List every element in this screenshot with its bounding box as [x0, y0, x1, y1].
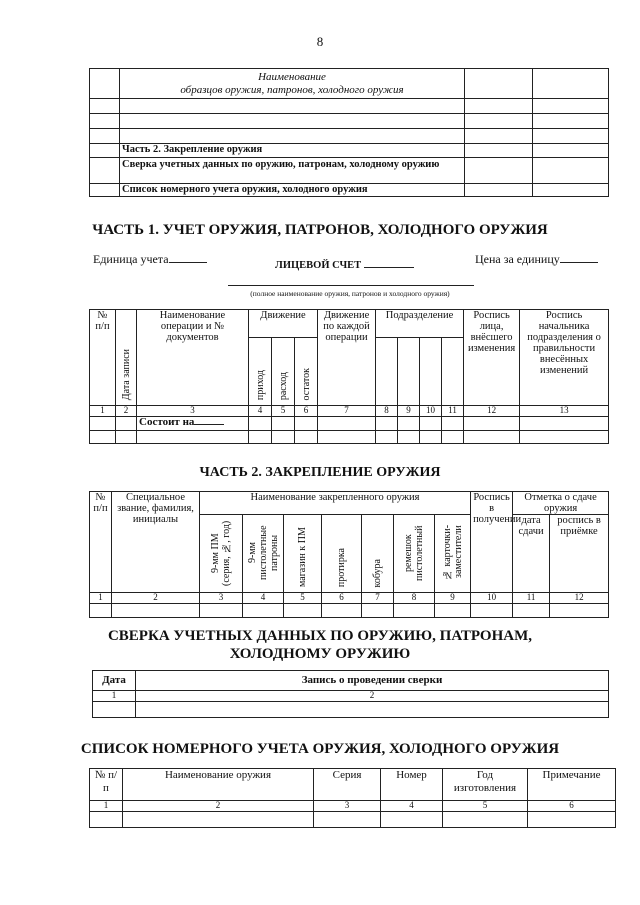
- top-row-reconciliation: Сверка учетных данных по оружию, патронам, холодному оружию: [120, 158, 465, 184]
- unit-label-text: Единица учета: [93, 252, 169, 266]
- top-table-header: [120, 69, 465, 99]
- p1-h-date-text: Дата записи: [120, 348, 132, 400]
- p1-colnum: 7: [318, 406, 376, 417]
- p1-consists: [137, 417, 249, 431]
- sl-h-year: Год изготовления: [443, 769, 528, 801]
- p2-h-return-sign: роспись в приёмке: [550, 515, 609, 593]
- p2-h-mags: [284, 515, 322, 593]
- p2-h-mags-text: магазин к ПМ: [297, 527, 308, 587]
- p2-colnum: 4: [243, 593, 284, 604]
- rec-colnum: 1: [93, 691, 136, 702]
- rec-h-record: Запись о проведении сверки: [136, 671, 609, 691]
- sl-h-num: № п/п: [90, 769, 123, 801]
- sl-colnum: 2: [123, 801, 314, 812]
- p2-h-rod-text: протирка: [336, 547, 347, 587]
- p2-colnum: 1: [90, 593, 112, 604]
- p2-colnum: 6: [322, 593, 362, 604]
- top-row-part2: Часть 2. Закрепление оружия: [120, 144, 465, 158]
- sl-colnum: 3: [314, 801, 381, 812]
- rec-h-date: Дата: [93, 671, 136, 691]
- p2-h-cards: [435, 515, 471, 593]
- p2-h-pm: [200, 515, 243, 593]
- p1-h-balance: [295, 338, 318, 406]
- p1-colnum: 4: [249, 406, 272, 417]
- reconciliation-title-line1: СВЕРКА УЧЕТНЫХ ДАННЫХ ПО ОРУЖИЮ, ПАТРОНАМ,: [107, 628, 533, 644]
- p1-colnum: 3: [137, 406, 249, 417]
- p2-colnum: 3: [200, 593, 243, 604]
- p1-colnum: 13: [520, 406, 609, 417]
- sl-h-number: Номер: [381, 769, 443, 801]
- account-label-text: ЛИЦЕВОЙ СЧЕТ: [275, 260, 362, 271]
- sl-colnum: 1: [90, 801, 123, 812]
- p1-h-outcome-text: расход: [277, 371, 289, 400]
- serial-list-table: [89, 768, 616, 828]
- p1-colnum: 12: [464, 406, 520, 417]
- p2-h-holster-text: кобура: [372, 558, 383, 587]
- p1-h-sign-person: Роспись лица, внёсшего изменения: [464, 310, 520, 406]
- p2-h-name: Специальное звание, фамилия, инициалы: [112, 492, 200, 593]
- p2-h-return-mark: Отметка о сдаче оружия: [513, 492, 609, 515]
- p1-h-subdivision: Подразделение: [376, 310, 464, 338]
- p2-colnum: 12: [550, 593, 609, 604]
- part1-title: ЧАСТЬ 1. УЧЕТ ОРУЖИЯ, ПАТРОНОВ, ХОЛОДНОГО ОРУЖИЯ: [92, 222, 548, 238]
- p2-h-num: № п/п: [90, 492, 112, 593]
- p1-colnum: 2: [116, 406, 137, 417]
- sl-h-series: Серия: [314, 769, 381, 801]
- p2-h-strap-text: ремешок пистолетный: [403, 525, 425, 581]
- rec-colnum: 2: [136, 691, 609, 702]
- top-header-line1: Наименование: [258, 70, 326, 83]
- p2-colnum: 8: [394, 593, 435, 604]
- p2-colnum: 2: [112, 593, 200, 604]
- p1-colnum: 5: [272, 406, 295, 417]
- p2-colnum: 7: [362, 593, 394, 604]
- p1-colnum: 11: [442, 406, 464, 417]
- p2-h-pm-text: 9-мм ПМ (серия, №, год): [210, 520, 232, 586]
- part2-table: [89, 491, 609, 618]
- reconciliation-title: [0, 627, 640, 663]
- price-label: [475, 252, 598, 267]
- serial-list-title: СПИСОК НОМЕРНОГО УЧЕТА ОРУЖИЯ, ХОЛОДНОГО ОРУЖИЯ: [80, 741, 560, 757]
- p2-colnum: 9: [435, 593, 471, 604]
- p2-h-cartridges: [243, 515, 284, 593]
- sl-colnum: 4: [381, 801, 443, 812]
- account-line: [228, 285, 474, 286]
- p1-colnum: 1: [90, 406, 116, 417]
- sl-colnum: 5: [443, 801, 528, 812]
- p2-h-cartridges-text: 9-мм пистолетные патроны: [246, 525, 280, 581]
- page-number: 8: [316, 34, 324, 49]
- p1-consists-text: Состоит на: [139, 416, 195, 428]
- p1-colnum: 10: [420, 406, 442, 417]
- p1-colnum: 8: [376, 406, 398, 417]
- p1-h-outcome: [272, 338, 295, 406]
- p1-h-sign-head: Роспись начальника подразделения о правильности внесённых изменений: [520, 310, 609, 406]
- p2-colnum: 5: [284, 593, 322, 604]
- p2-h-sign-receive: Роспись в получении: [471, 492, 513, 593]
- p2-colnum: 10: [471, 593, 513, 604]
- p2-h-assigned: Наименование закрепленного оружия: [200, 492, 471, 515]
- part2-title: ЧАСТЬ 2. ЗАКРЕПЛЕНИЕ ОРУЖИЯ: [199, 465, 441, 480]
- p1-h-num: № п/п: [90, 310, 116, 406]
- sl-h-note: Примечание: [528, 769, 616, 801]
- price-label-text: Цена за единицу: [475, 252, 560, 266]
- p1-h-date: [116, 310, 137, 406]
- p1-h-balance-text: остаток: [300, 367, 312, 400]
- p1-h-income-text: приход: [254, 369, 266, 400]
- part1-table: [89, 309, 609, 444]
- p2-colnum: 11: [513, 593, 550, 604]
- p1-h-movement-op: Движение по каждой операции: [318, 310, 376, 406]
- reconciliation-table: [92, 670, 609, 718]
- p2-h-rod: [322, 515, 362, 593]
- account-label: [275, 260, 414, 271]
- top-header-line2: образцов оружия, патронов, холодного оружия: [180, 83, 404, 96]
- top-table: [89, 68, 609, 197]
- p1-h-operation: Наименование операции и № документов: [137, 310, 249, 406]
- p1-colnum: 9: [398, 406, 420, 417]
- top-row-serial-list: Список номерного учета оружия, холодного оружия: [120, 184, 465, 197]
- p1-colnum: 6: [295, 406, 318, 417]
- p2-h-cards-text: № карточки-заместители: [441, 524, 464, 580]
- p2-h-holster: [362, 515, 394, 593]
- sl-h-name: Наименование оружия: [123, 769, 314, 801]
- p2-h-strap: [394, 515, 435, 593]
- sl-colnum: 6: [528, 801, 616, 812]
- reconciliation-title-line2: ХОЛОДНОМУ ОРУЖИЮ: [229, 646, 411, 662]
- p1-h-movement: Движение: [249, 310, 318, 338]
- unit-label: [93, 252, 207, 267]
- p2-h-return-date: дата сдачи: [513, 515, 550, 593]
- p1-h-income: [249, 338, 272, 406]
- account-caption: (полное наименование оружия, патронов и холодного оружия): [250, 289, 450, 298]
